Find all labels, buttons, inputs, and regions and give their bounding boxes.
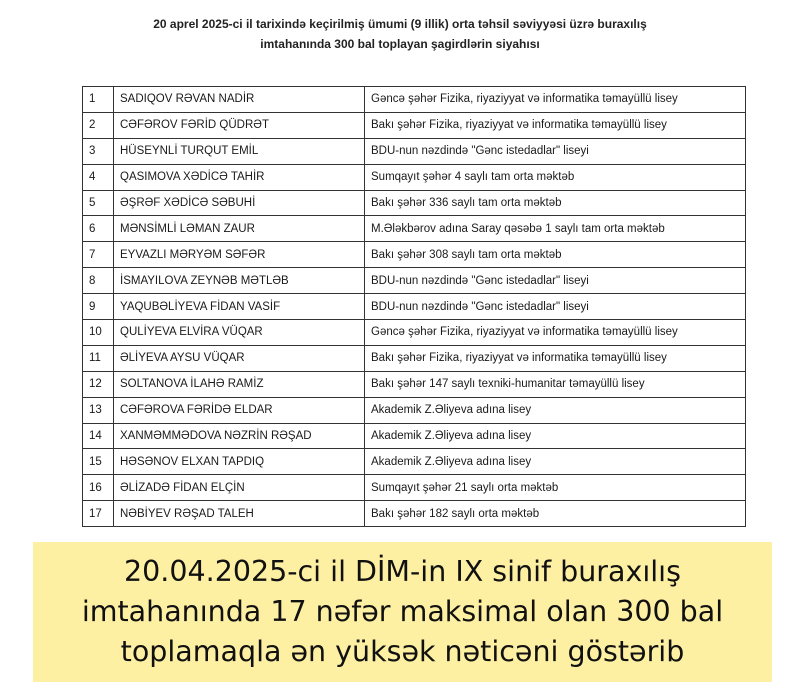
document-title-line-2: imtahanında 300 bal toplayan şagirdlərin siyahısı: [260, 37, 540, 51]
school-name: Bakı şəhər 308 saylı tam orta məktəb: [365, 242, 746, 268]
caption-line-2: imtahanında 17 nəfər maksimal olan 300 bal: [81, 595, 724, 628]
table-row: [83, 449, 746, 475]
table-row: [83, 138, 746, 164]
table-row: [83, 345, 746, 371]
school-name: BDU-nun nəzdində "Gənc istedadlar" liseyi: [365, 268, 746, 294]
students-table-body: [83, 87, 746, 527]
student-name: SADIQOV RƏVAN NADİR: [114, 87, 365, 113]
row-number: 13: [83, 397, 114, 423]
table-row: [83, 268, 746, 294]
row-number: 11: [83, 345, 114, 371]
row-number: 9: [83, 294, 114, 320]
student-name: ƏŞRƏF XƏDİCƏ SƏBUHİ: [114, 190, 365, 216]
student-name: QULİYEVA ELVİRA VÜQAR: [114, 320, 365, 346]
table-row: [83, 242, 746, 268]
table-row: [83, 475, 746, 501]
student-name: HƏSƏNOV ELXAN TAPDIQ: [114, 449, 365, 475]
school-name: Gəncə şəhər Fizika, riyaziyyat və informatika təmayüllü lisey: [365, 87, 746, 113]
row-number: 14: [83, 423, 114, 449]
table-row: [83, 397, 746, 423]
row-number: 8: [83, 268, 114, 294]
table-row: [83, 294, 746, 320]
student-name: CƏFƏROVA FƏRİDƏ ELDAR: [114, 397, 365, 423]
row-number: 7: [83, 242, 114, 268]
school-name: Bakı şəhər 182 saylı orta məktəb: [365, 501, 746, 527]
caption-line-1: 20.04.2025-ci il DİM-in IX sinif buraxılış: [124, 555, 681, 588]
school-name: M.Ələkbərov adına Saray qəsəbə 1 saylı tam orta məktəb: [365, 216, 746, 242]
school-name: BDU-nun nəzdində "Gənc istedadlar" liseyi: [365, 294, 746, 320]
row-number: 16: [83, 475, 114, 501]
document-title-line-1: 20 aprel 2025-ci il tarixində keçirilmiş ümumi (9 illik) orta təhsil səviyyəsi üzrə buraxılış: [153, 17, 647, 31]
row-number: 1: [83, 87, 114, 113]
school-name: BDU-nun nəzdində "Gənc istedadlar" liseyi: [365, 138, 746, 164]
table-row: [83, 164, 746, 190]
row-number: 4: [83, 164, 114, 190]
student-name: MƏNSİMLİ LƏMAN ZAUR: [114, 216, 365, 242]
row-number: 10: [83, 320, 114, 346]
school-name: Sumqayıt şəhər 4 saylı tam orta məktəb: [365, 164, 746, 190]
school-name: Akademik Z.Əliyeva adına lisey: [365, 423, 746, 449]
table-row: [83, 501, 746, 527]
row-number: 6: [83, 216, 114, 242]
school-name: Gəncə şəhər Fizika, riyaziyyat və informatika təmayüllü lisey: [365, 320, 746, 346]
school-name: Bakı şəhər 336 saylı tam orta məktəb: [365, 190, 746, 216]
student-name: İSMAYILOVA ZEYNƏB MƏTLƏB: [114, 268, 365, 294]
student-name: SOLTANOVA İLAHƏ RAMİZ: [114, 371, 365, 397]
table-row: [83, 320, 746, 346]
row-number: 5: [83, 190, 114, 216]
row-number: 17: [83, 501, 114, 527]
table-row: [83, 112, 746, 138]
row-number: 3: [83, 138, 114, 164]
school-name: Bakı şəhər Fizika, riyaziyyat və informatika təmayüllü lisey: [365, 345, 746, 371]
row-number: 2: [83, 112, 114, 138]
document-title: [0, 14, 800, 54]
student-name: QASIMOVA XƏDİCƏ TAHİR: [114, 164, 365, 190]
row-number: 12: [83, 371, 114, 397]
table-row: [83, 87, 746, 113]
student-name: YAQUBƏLİYEVA FİDAN VASİF: [114, 294, 365, 320]
student-name: HÜSEYNLİ TURQUT EMİL: [114, 138, 365, 164]
table-row: [83, 423, 746, 449]
student-name: CƏFƏROV FƏRİD QÜDRƏT: [114, 112, 365, 138]
students-table: [82, 86, 746, 527]
school-name: Bakı şəhər Fizika, riyaziyyat və informatika təmayüllü lisey: [365, 112, 746, 138]
school-name: Bakı şəhər 147 saylı texniki-humanitar təmayüllü lisey: [365, 371, 746, 397]
student-name: EYVAZLI MƏRYƏM SƏFƏR: [114, 242, 365, 268]
table-row: [83, 371, 746, 397]
table-row: [83, 190, 746, 216]
student-name: NƏBİYEV RƏŞAD TALEH: [114, 501, 365, 527]
table-row: [83, 216, 746, 242]
caption-banner: [33, 542, 772, 682]
caption-line-3: toplamaqla ən yüksək nəticəni göstərib: [120, 635, 685, 668]
student-name: XANMƏMMƏDOVA NƏZRİN RƏŞAD: [114, 423, 365, 449]
school-name: Akademik Z.Əliyeva adına lisey: [365, 449, 746, 475]
school-name: Sumqayıt şəhər 21 saylı orta məktəb: [365, 475, 746, 501]
school-name: Akademik Z.Əliyeva adına lisey: [365, 397, 746, 423]
row-number: 15: [83, 449, 114, 475]
student-name: ƏLİZADƏ FİDAN ELÇİN: [114, 475, 365, 501]
student-name: ƏLİYEVA AYSU VÜQAR: [114, 345, 365, 371]
